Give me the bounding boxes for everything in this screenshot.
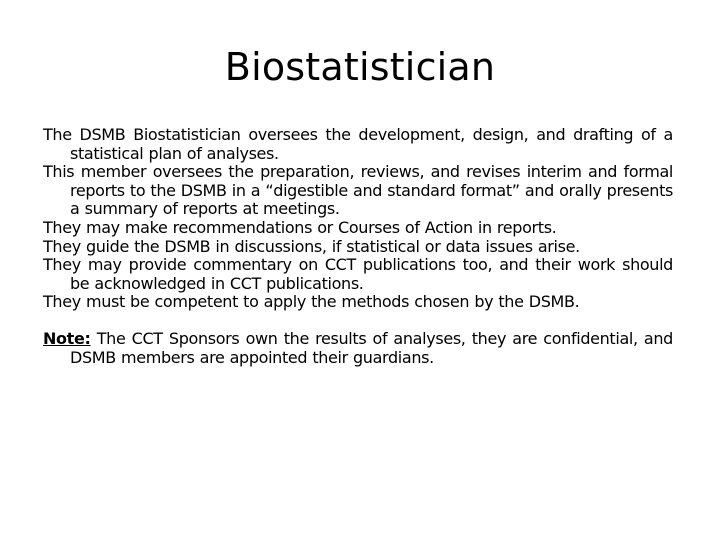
note-paragraph — [43, 330, 673, 367]
bullet-paragraph: They may provide commentary on CCT publications too, and their work should be acknowledged in CCT publications. — [43, 255, 673, 293]
bullet-paragraph: They may make recommendations or Courses of Action in reports. — [43, 217, 557, 237]
bullet-paragraph: This member oversees the preparation, reviews, and revises interim and formal reports to the DSMB in a “digestible and standard format” and orally presents a summary of reports at meetings. — [43, 162, 673, 219]
slide-title: Biostatistician — [224, 45, 496, 89]
note-label: Note: — [43, 328, 91, 348]
bullet-paragraph: They guide the DSMB in discussions, if statistical or data issues arise. — [43, 236, 580, 256]
note-text: The CCT Sponsors own the results of analyses, they are confidential, and DSMB members are appointed their guardians. — [70, 328, 673, 367]
bullet-paragraph: They must be competent to apply the methods chosen by the DSMB. — [43, 292, 580, 312]
slide-body — [43, 126, 673, 367]
bullet-paragraph: The DSMB Biostatistician oversees the development, design, and drafting of a statistical plan of analyses. — [43, 125, 673, 163]
